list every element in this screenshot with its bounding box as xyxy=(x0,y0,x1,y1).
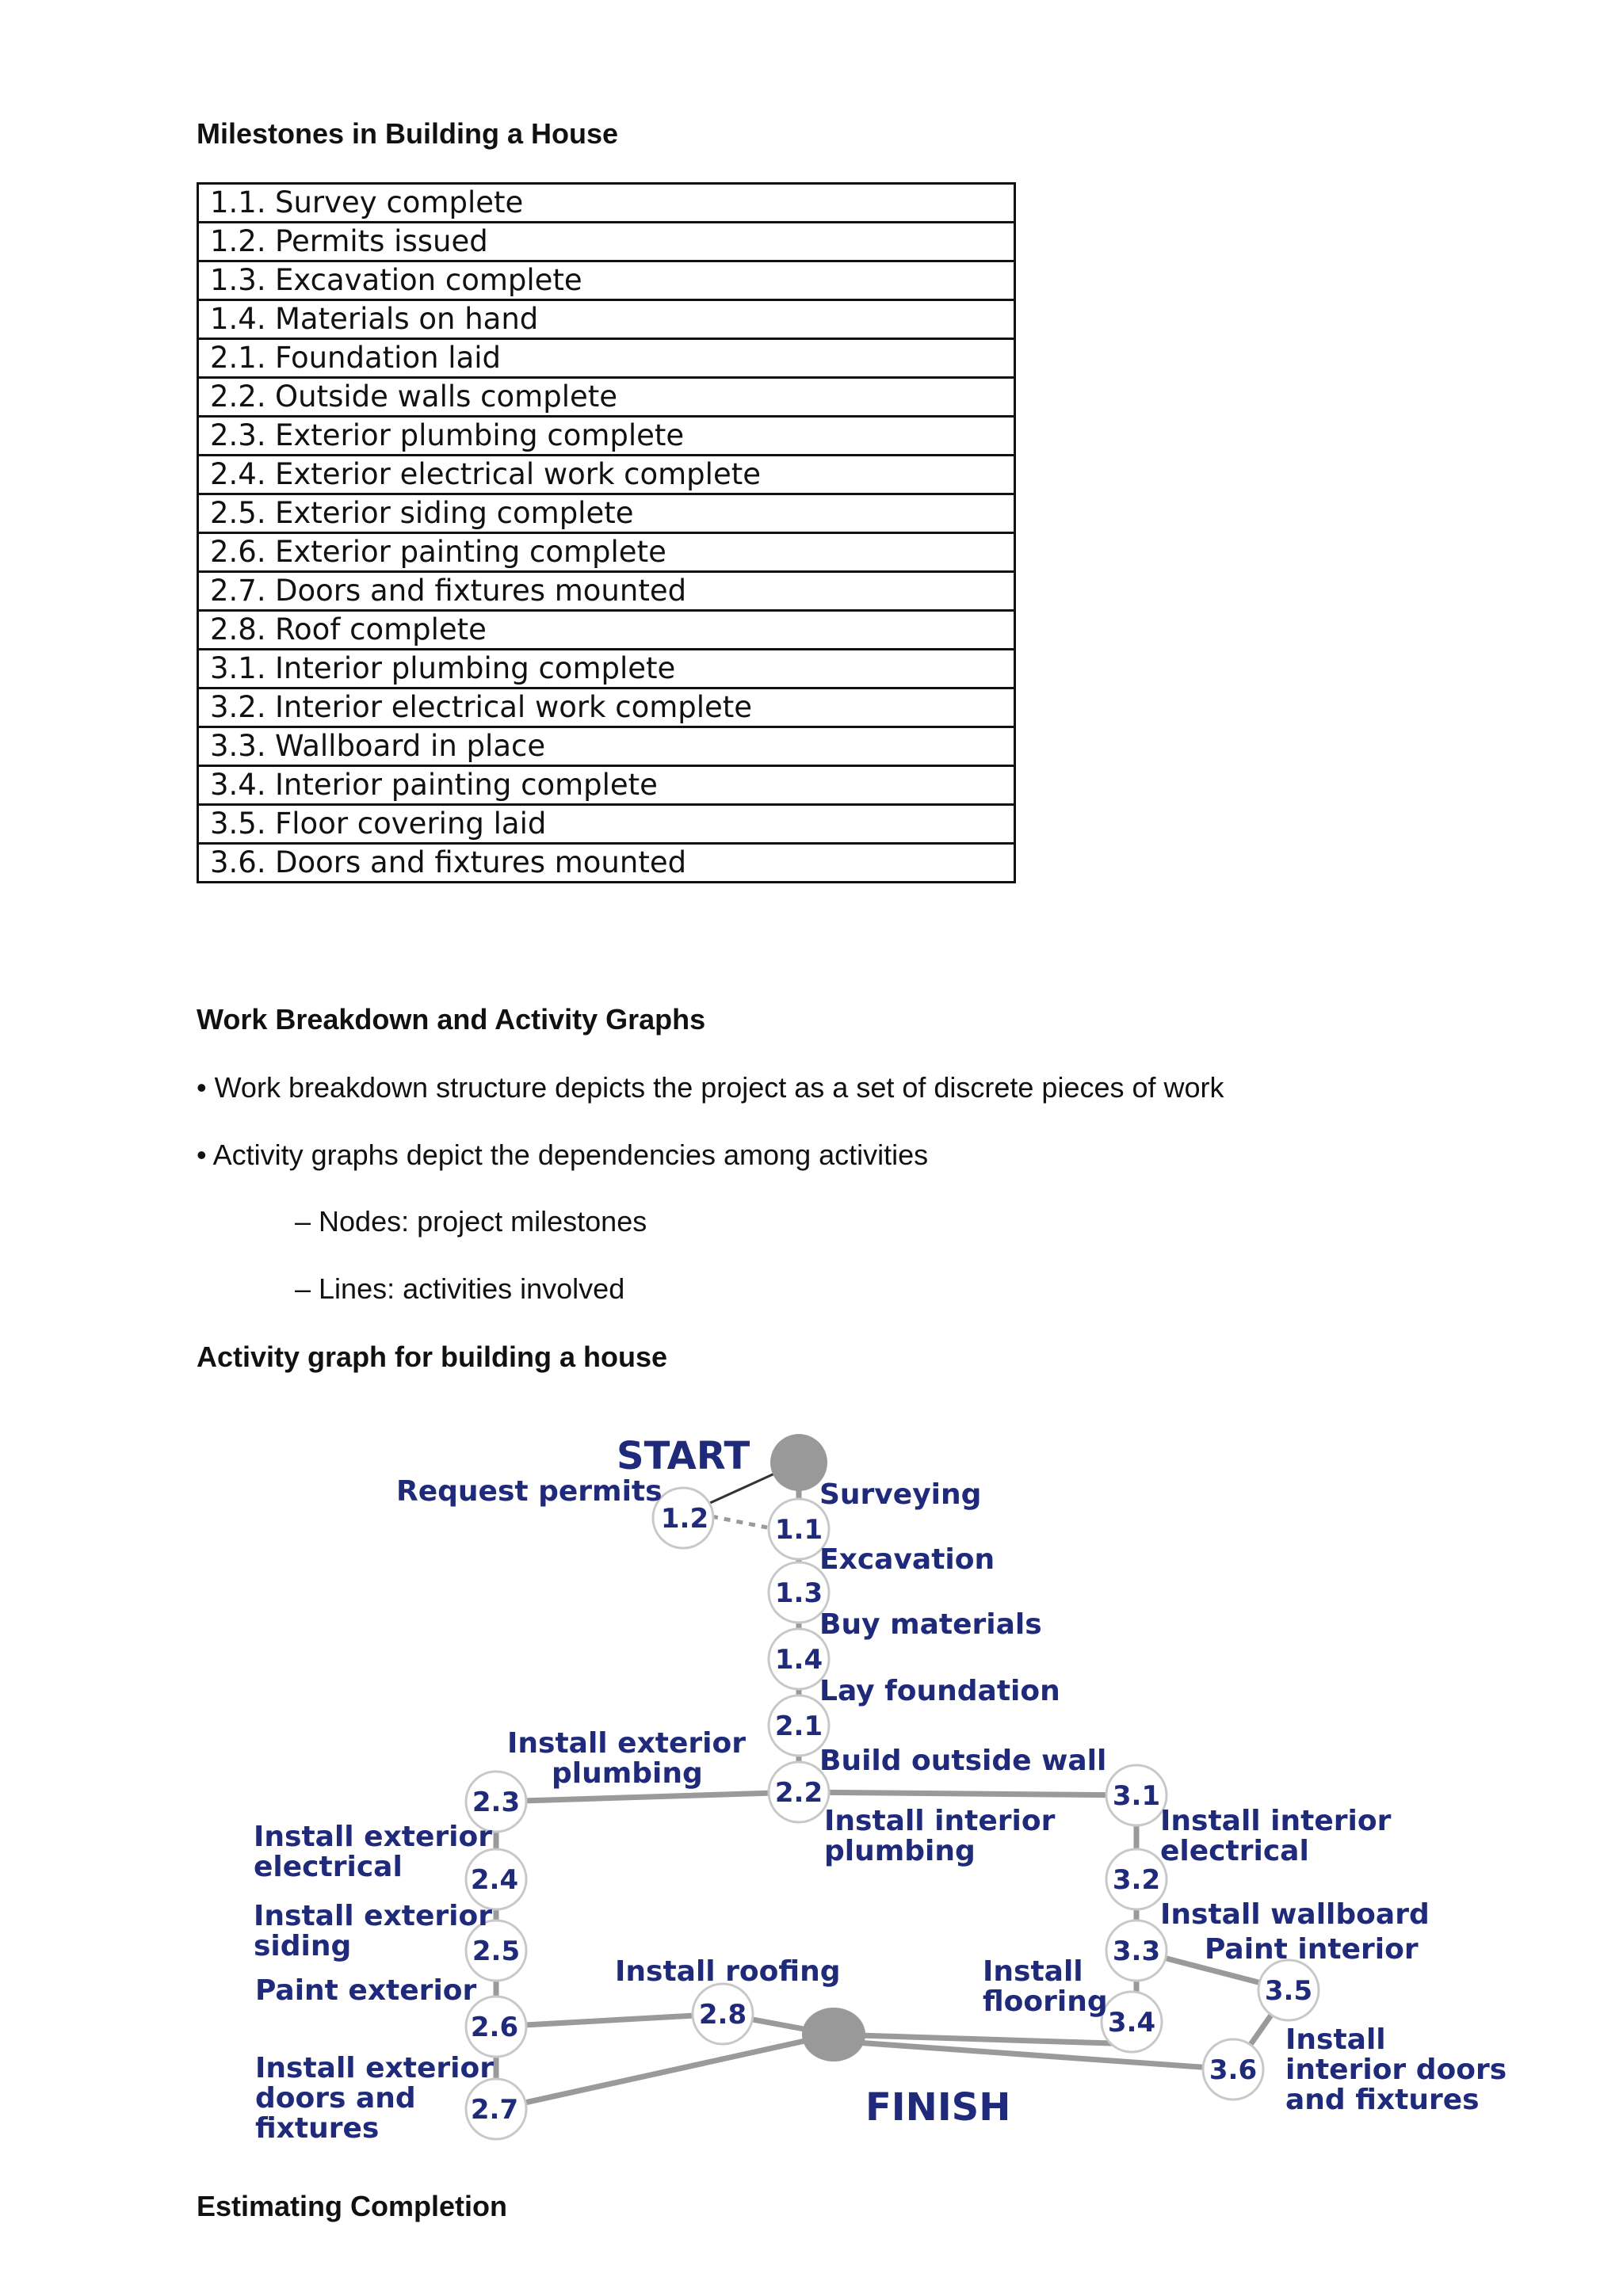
edge-2.2-2.3 xyxy=(496,1792,799,1802)
start-label: START xyxy=(617,1434,750,1478)
milestone-text: Interior electrical work complete xyxy=(275,690,753,724)
milestone-text: Permits issued xyxy=(275,224,488,258)
label-install-ext-plumbing-1: Install exterior xyxy=(507,1727,747,1760)
milestone-number: 1.2. xyxy=(210,224,266,258)
milestone-number: 2.8. xyxy=(210,612,266,646)
label-install-int-doors-1: Install xyxy=(1285,2023,1386,2056)
milestone-text: Interior plumbing complete xyxy=(275,651,676,685)
milestone-text: Interior painting complete xyxy=(275,768,658,802)
node-3.5 xyxy=(1258,1960,1319,2020)
svg-text:3.2: 3.2 xyxy=(1112,1864,1161,1896)
edge-2.6-2.8 xyxy=(496,2014,723,2027)
label-lay-foundation: Lay foundation xyxy=(819,1675,1060,1707)
svg-text:3.3: 3.3 xyxy=(1112,1936,1161,1967)
svg-text:1.1: 1.1 xyxy=(774,1514,823,1546)
milestone-number: 1.3. xyxy=(210,263,266,297)
bullet-work-breakdown: • Work breakdown structure depicts the project as a set of discrete pieces of work xyxy=(197,1071,1224,1104)
milestone-number: 3.5. xyxy=(210,807,266,841)
label-install-int-doors-3: and fixtures xyxy=(1285,2084,1480,2116)
milestone-number: 3.3. xyxy=(210,729,266,763)
label-install-ext-doors-3: fixtures xyxy=(255,2112,380,2145)
label-paint-exterior: Paint exterior xyxy=(255,1974,477,2007)
milestone-text: Foundation laid xyxy=(275,341,502,375)
node-3.2 xyxy=(1106,1849,1167,1909)
sub-bullet-nodes: – Nodes: project milestones xyxy=(295,1205,647,1238)
bullet-activity-graphs: • Activity graphs depict the dependencies among activities xyxy=(197,1138,929,1171)
label-install-flooring-2: flooring xyxy=(983,1985,1108,2018)
svg-text:3.1: 3.1 xyxy=(1112,1780,1161,1812)
milestone-text: Floor covering laid xyxy=(275,807,547,841)
sub-bullet-lines: – Lines: activities involved xyxy=(295,1272,625,1305)
label-install-int-plumbing-2: plumbing xyxy=(824,1835,976,1867)
milestone-number: 2.6. xyxy=(210,535,266,569)
svg-text:3.6: 3.6 xyxy=(1209,2054,1258,2086)
milestone-number: 1.4. xyxy=(210,302,266,336)
label-install-ext-doors-1: Install exterior xyxy=(255,2052,495,2084)
svg-text:2.3: 2.3 xyxy=(472,1787,521,1818)
label-install-ext-electrical-2: electrical xyxy=(254,1851,403,1883)
svg-text:2.8: 2.8 xyxy=(698,1999,747,2031)
label-install-int-electrical-2: electrical xyxy=(1160,1835,1309,1867)
label-install-flooring-1: Install xyxy=(983,1955,1083,1988)
edge-1.2-1.1 xyxy=(712,1516,767,1527)
milestone-number: 3.6. xyxy=(210,845,266,879)
milestone-text: Exterior electrical work complete xyxy=(275,457,761,491)
milestone-number: 3.1. xyxy=(210,651,266,685)
node-2.8 xyxy=(693,1984,753,2044)
milestone-text: Exterior siding complete xyxy=(275,496,634,530)
label-install-ext-plumbing-2: plumbing xyxy=(552,1757,703,1790)
milestone-number: 2.3. xyxy=(210,418,266,452)
svg-text:3.5: 3.5 xyxy=(1264,1975,1313,2007)
milestones-title: Milestones in Building a House xyxy=(197,117,619,150)
label-install-ext-siding-2: siding xyxy=(254,1930,352,1962)
label-install-int-electrical-1: Install interior xyxy=(1160,1805,1392,1837)
milestone-text: Wallboard in place xyxy=(275,729,546,763)
label-install-ext-doors-2: doors and xyxy=(255,2082,416,2115)
svg-text:2.2: 2.2 xyxy=(774,1777,823,1809)
milestone-number: 3.4. xyxy=(210,768,266,802)
label-install-ext-siding-1: Install exterior xyxy=(254,1900,493,1932)
edge-2.7-finish xyxy=(496,2035,834,2109)
label-install-ext-electrical-1: Install exterior xyxy=(254,1821,493,1853)
milestone-text: Materials on hand xyxy=(275,302,539,336)
node-3.3 xyxy=(1106,1920,1167,1981)
label-install-roofing: Install roofing xyxy=(615,1955,841,1988)
work-breakdown-title: Work Breakdown and Activity Graphs xyxy=(197,1003,706,1035)
label-build-outside-wall: Build outside wall xyxy=(819,1745,1107,1777)
label-buy-materials: Buy materials xyxy=(819,1608,1042,1641)
milestone-text: Doors and fixtures mounted xyxy=(275,574,687,608)
milestone-number: 2.5. xyxy=(210,496,266,530)
svg-text:2.4: 2.4 xyxy=(470,1864,519,1896)
finish-node xyxy=(802,2008,865,2061)
svg-text:3.4: 3.4 xyxy=(1107,2007,1156,2039)
milestone-text: Exterior painting complete xyxy=(275,535,666,569)
node-2.7 xyxy=(466,2079,526,2139)
milestone-text: Excavation complete xyxy=(275,263,582,297)
milestone-number: 3.2. xyxy=(210,690,266,724)
label-install-int-doors-2: interior doors xyxy=(1285,2054,1507,2086)
milestone-number: 2.1. xyxy=(210,341,266,375)
label-install-int-plumbing-1: Install interior xyxy=(824,1805,1056,1837)
milestone-number: 2.2. xyxy=(210,379,266,414)
label-surveying: Surveying xyxy=(819,1478,982,1511)
activity-graph-title: Activity graph for building a house xyxy=(197,1341,668,1373)
milestone-text: Doors and fixtures mounted xyxy=(275,845,687,879)
node-3.1 xyxy=(1106,1765,1167,1825)
svg-text:2.6: 2.6 xyxy=(470,2012,519,2043)
label-install-wallboard: Install wallboard xyxy=(1160,1898,1430,1931)
milestone-text: Survey complete xyxy=(275,185,524,219)
edge-finish-3.6 xyxy=(834,2041,1233,2069)
svg-text:2.1: 2.1 xyxy=(774,1711,823,1742)
milestone-number: 2.4. xyxy=(210,457,266,491)
milestone-text: Outside walls complete xyxy=(275,379,618,414)
milestone-text: Exterior plumbing complete xyxy=(275,418,685,452)
node-3.4 xyxy=(1102,1992,1162,2052)
edge-2.2-3.1 xyxy=(799,1792,1136,1795)
svg-text:1.4: 1.4 xyxy=(774,1644,823,1676)
node-3.6 xyxy=(1203,2039,1263,2100)
label-excavation: Excavation xyxy=(819,1543,995,1576)
label-request-permits: Request permits xyxy=(396,1475,663,1508)
label-paint-interior: Paint interior xyxy=(1205,1933,1419,1966)
milestone-text: Roof complete xyxy=(275,612,487,646)
estimating-title: Estimating Completion xyxy=(197,2190,508,2222)
svg-text:1.3: 1.3 xyxy=(774,1577,823,1609)
finish-label: FINISH xyxy=(865,2085,1011,2130)
milestone-number: 2.7. xyxy=(210,574,266,608)
svg-text:2.5: 2.5 xyxy=(472,1936,521,1967)
svg-text:2.7: 2.7 xyxy=(470,2094,519,2126)
milestone-number: 1.1. xyxy=(210,185,266,219)
svg-text:1.2: 1.2 xyxy=(660,1503,709,1535)
